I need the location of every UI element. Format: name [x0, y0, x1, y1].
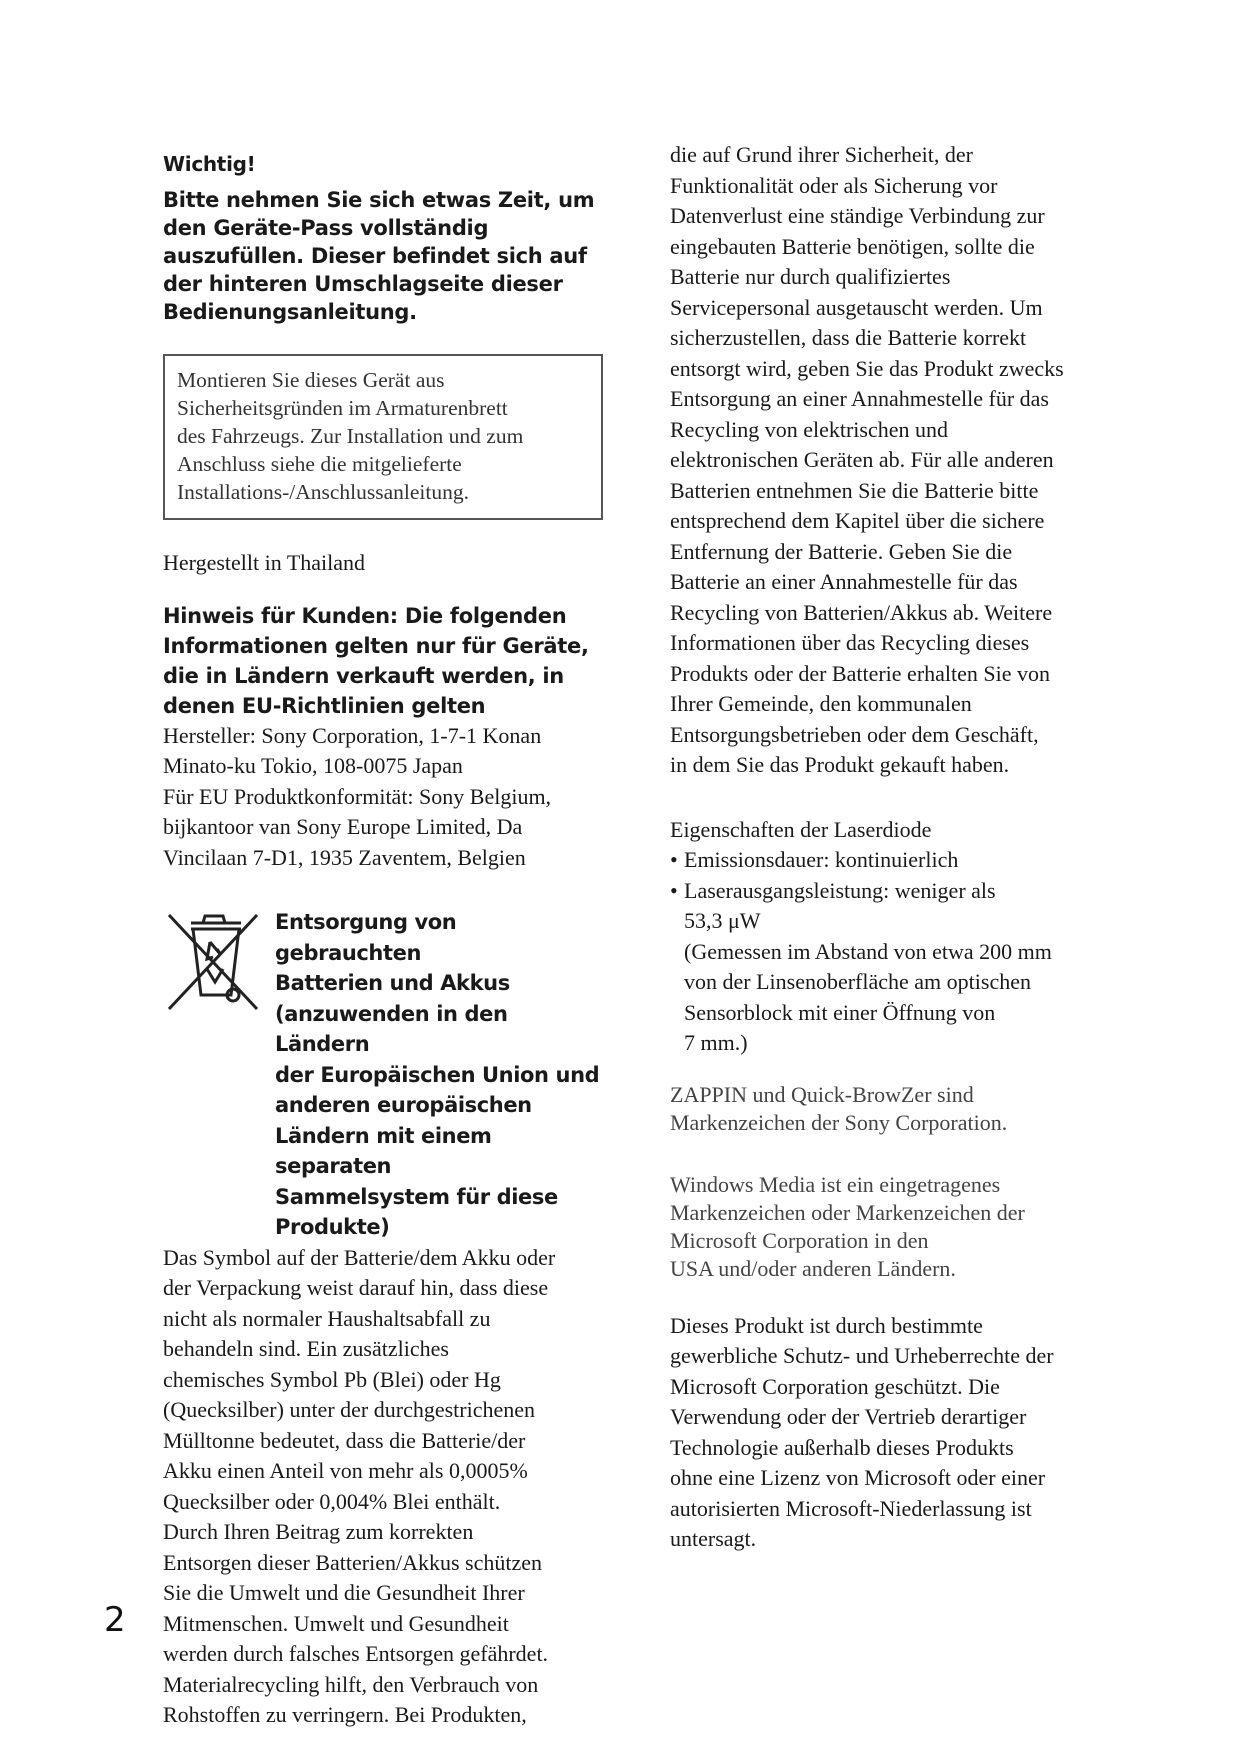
crossed-out-wheelie-bin-icon [163, 907, 263, 1017]
disposal-section [163, 907, 603, 1243]
battery-disposal-text: Das Symbol auf der Batterie/dem Akku oder der Verpackung weist darauf hin, dass diese nicht als normaler Haushaltsabfall zu behandeln sind. Ein zusätzliches chemisches Symbol Pb (Blei) oder Hg (Quecksilber) unter der durchgestrichenen Mülltonne bedeutet, dass die Batterie/der Akku einen Anteil von mehr als 0,0005% Quecksilber oder 0,004% Blei enthält. Durch Ihren Beitrag zum korrekten Entsorgen dieser Batterien/Akkus schützen Sie die Umwelt und die Gesundheit Ihrer Mitmenschen. Umwelt und Gesundheit werden durch falsches Entsorgen gefährdet. Materialrecycling hilft, den Verbrauch von Rohstoffen zu verringern. Bei Produkten, [163, 1244, 556, 1727]
made-in-text: Hergestellt in Thailand [163, 550, 366, 575]
laser-diode-heading: Eigenschaften der Laserdiode [670, 816, 932, 842]
right-column [670, 140, 1120, 1555]
installation-notice-box: Montieren Sie dieses Gerät aus Sicherheitsgründen im Armaturenbrett des Fahrzeugs. Zur Installation und zum Anschluss siehe die mitgelieferte Installations-/Anschlussanleitung. [163, 354, 603, 520]
laser-property-item: • Laserausgangsleistung: weniger als 53,3 μW (Gemessen im Abstand von etwa 200 mm von der Linsenoberfläche am optischen Sensorblock mit einer Öffnung von 7 mm.) [670, 876, 1120, 1059]
microsoft-ip-text: Dieses Produkt ist durch bestimmte gewerbliche Schutz- und Urheberrechte der Microsoft Corporation geschützt. Die Verwendung oder der Vertrieb derartiger Technologie außerhalb dieses Produkts ohne eine Lizenz von Microsoft oder einer autorisierten Microsoft-Niederlassung ist untersagt. [670, 1312, 1054, 1551]
windows-media-trademark-text: Windows Media ist ein eingetragenes Markenzeichen oder Markenzeichen der Microsoft Corporation in den USA und/oder anderen Ländern. [670, 1171, 1025, 1281]
battery-disposal-heading: Entsorgung von gebrauchten Batterien und Akkus (anzuwenden in den Ländern der Europäischen Union und anderen europäischen Ländern mit einem separaten Sammelsystem für diese Produkte) [275, 910, 600, 1239]
eu-notice-text: Hersteller: Sony Corporation, 1-7-1 Konan Minato-ku Tokio, 108-0075 Japan Für EU Produktkonformität: Sony Belgium, bijkantoor van Sony Europe Limited, Da Vincilaan 7-D1, 1935 Zaventem, Belgien [163, 722, 552, 870]
important-heading: Wichtig! [163, 152, 256, 176]
battery-disposal-continued: die auf Grund ihrer Sicherheit, der Funktionalität oder als Sicherung vor Datenverlust eine ständige Verbindung zur eingebauten Batterie benötigen, sollte die Batterie nur durch qualifiziertes Servicepersonal ausgetauscht werden. Um sicherzustellen, dass die Batterie korrekt entsorgt wird, geben Sie das Produkt zwecks Entsorgung an einer Annahmestelle für das Recycling von elektrischen und elektronischen Geräten ab. Für alle anderen Batterien entnehmen Sie die Batterie bitte entsprechend dem Kapitel über die sichere Entfernung der Batterie. Geben Sie die Batterie an einer Annahmestelle für das Recycling von Batterien/Akkus ab. Weitere Informationen über das Recycling dieses Produkts oder der Batterie erhalten Sie von Ihrer Gemeinde, den kommunalen Entsorgungsbetrieben oder dem Geschäft, in dem Sie das Produkt gekauft haben. [670, 142, 1064, 777]
eu-notice-heading: Hinweis für Kunden: Die folgenden Informationen gelten nur für Geräte, die in Ländern verkauft werden, in denen EU-Richtlinien gelten [163, 603, 589, 718]
left-column [163, 150, 603, 1731]
page-number: 2 [104, 1600, 126, 1640]
laser-properties-list [670, 845, 1120, 1059]
zappin-trademark-text: ZAPPIN und Quick-BrowZer sind Markenzeichen der Sony Corporation. [670, 1081, 1008, 1135]
laser-property-item: • Emissionsdauer: kontinuierlich [670, 845, 1120, 876]
important-text: Bitte nehmen Sie sich etwas Zeit, um den Geräte-Pass vollständig auszufüllen. Dieser befindet sich auf der hinteren Umschlagseite dieser Bedienungsanleitung. [163, 188, 595, 324]
